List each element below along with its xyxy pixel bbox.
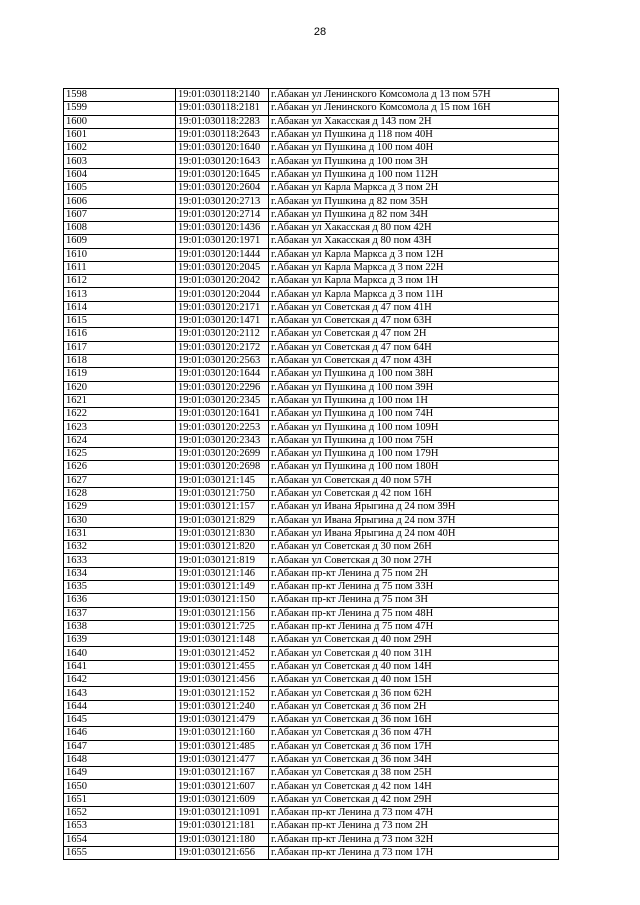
table-row xyxy=(64,421,559,434)
address-cell: г.Абакан ул Советская д 42 пом 16Н xyxy=(269,487,559,500)
row-number-cell: 1610 xyxy=(64,248,176,261)
row-number-cell: 1599 xyxy=(64,102,176,115)
address-cell: г.Абакан ул Пушкина д 100 пом 40Н xyxy=(269,142,559,155)
page-number: 28 xyxy=(313,26,327,38)
address-cell: г.Абакан ул Пушкина д 100 пом 74Н xyxy=(269,408,559,421)
address-cell: г.Абакан ул Карла Маркса д 3 пом 11Н xyxy=(269,288,559,301)
table-row xyxy=(64,328,559,341)
table-row xyxy=(64,567,559,580)
table-row xyxy=(64,514,559,527)
table-row xyxy=(64,727,559,740)
row-number-cell: 1625 xyxy=(64,448,176,461)
row-number-cell: 1651 xyxy=(64,793,176,806)
table-row xyxy=(64,102,559,115)
row-number-cell: 1604 xyxy=(64,168,176,181)
row-number-cell: 1636 xyxy=(64,594,176,607)
table-row xyxy=(64,820,559,833)
cadastral-number-cell: 19:01:030121:181 xyxy=(176,820,269,833)
row-number-cell: 1603 xyxy=(64,155,176,168)
address-cell: г.Абакан ул Советская д 40 пом 31Н xyxy=(269,647,559,660)
cadastral-number-cell: 19:01:030121:452 xyxy=(176,647,269,660)
cadastral-number-cell: 19:01:030120:2563 xyxy=(176,354,269,367)
row-number-cell: 1646 xyxy=(64,727,176,740)
row-number-cell: 1633 xyxy=(64,554,176,567)
cadastral-number-cell: 19:01:030120:1643 xyxy=(176,155,269,168)
row-number-cell: 1612 xyxy=(64,275,176,288)
row-number-cell: 1640 xyxy=(64,647,176,660)
table-row xyxy=(64,501,559,514)
address-cell: г.Абакан ул Советская д 47 пом 41Н xyxy=(269,301,559,314)
address-cell: г.Абакан пр-кт Ленина д 73 пом 32Н xyxy=(269,833,559,846)
address-cell: г.Абакан ул Пушкина д 82 пом 35Н xyxy=(269,195,559,208)
cadastral-number-cell: 19:01:030120:2343 xyxy=(176,434,269,447)
cadastral-number-cell: 19:01:030120:2345 xyxy=(176,394,269,407)
table-row xyxy=(64,448,559,461)
cadastral-number-cell: 19:01:030121:149 xyxy=(176,580,269,593)
row-number-cell: 1647 xyxy=(64,740,176,753)
address-cell: г.Абакан ул Советская д 36 пом 2Н xyxy=(269,700,559,713)
cadastral-number-cell: 19:01:030121:150 xyxy=(176,594,269,607)
address-cell: г.Абакан ул Ивана Ярыгина д 24 пом 39Н xyxy=(269,501,559,514)
address-cell: г.Абакан ул Советская д 40 пом 15Н xyxy=(269,674,559,687)
cadastral-number-cell: 19:01:030121:477 xyxy=(176,753,269,766)
address-cell: г.Абакан ул Ленинского Комсомола д 13 пом 57Н xyxy=(269,89,559,102)
row-number-cell: 1617 xyxy=(64,341,176,354)
table-row xyxy=(64,128,559,141)
cadastral-number-cell: 19:01:030121:455 xyxy=(176,660,269,673)
row-number-cell: 1615 xyxy=(64,315,176,328)
address-cell: г.Абакан ул Советская д 30 пом 26Н xyxy=(269,541,559,554)
address-cell: г.Абакан ул Советская д 36 пом 62Н xyxy=(269,687,559,700)
row-number-cell: 1598 xyxy=(64,89,176,102)
row-number-cell: 1624 xyxy=(64,434,176,447)
table-row xyxy=(64,275,559,288)
table-row xyxy=(64,767,559,780)
row-number-cell: 1607 xyxy=(64,208,176,221)
address-cell: г.Абакан ул Советская д 42 пом 29Н xyxy=(269,793,559,806)
cadastral-number-cell: 19:01:030120:2172 xyxy=(176,341,269,354)
row-number-cell: 1627 xyxy=(64,474,176,487)
row-number-cell: 1649 xyxy=(64,767,176,780)
table-row xyxy=(64,527,559,540)
cadastral-number-cell: 19:01:030121:160 xyxy=(176,727,269,740)
row-number-cell: 1619 xyxy=(64,368,176,381)
address-cell: г.Абакан ул Хакасская д 80 пом 43Н xyxy=(269,235,559,248)
address-cell: г.Абакан ул Пушкина д 100 пом 109Н xyxy=(269,421,559,434)
cadastral-number-cell: 19:01:030120:2042 xyxy=(176,275,269,288)
row-number-cell: 1611 xyxy=(64,261,176,274)
address-cell: г.Абакан ул Пушкина д 100 пом 180Н xyxy=(269,461,559,474)
table-row xyxy=(64,381,559,394)
row-number-cell: 1655 xyxy=(64,846,176,859)
table-row xyxy=(64,354,559,367)
address-cell: г.Абакан ул Ивана Ярыгина д 24 пом 37Н xyxy=(269,514,559,527)
table-row xyxy=(64,368,559,381)
cadastral-number-cell: 19:01:030121:167 xyxy=(176,767,269,780)
table-row xyxy=(64,461,559,474)
table-row xyxy=(64,780,559,793)
row-number-cell: 1628 xyxy=(64,487,176,500)
address-cell: г.Абакан ул Хакасская д 143 пом 2Н xyxy=(269,115,559,128)
row-number-cell: 1653 xyxy=(64,820,176,833)
address-cell: г.Абакан ул Советская д 36 пом 47Н xyxy=(269,727,559,740)
table-row xyxy=(64,168,559,181)
address-cell: г.Абакан пр-кт Ленина д 75 пом 33Н xyxy=(269,580,559,593)
table-row xyxy=(64,607,559,620)
address-cell: г.Абакан ул Советская д 40 пом 29Н xyxy=(269,634,559,647)
row-number-cell: 1620 xyxy=(64,381,176,394)
cadastral-number-cell: 19:01:030120:2044 xyxy=(176,288,269,301)
address-cell: г.Абакан ул Советская д 40 пом 14Н xyxy=(269,660,559,673)
table-row xyxy=(64,142,559,155)
address-cell: г.Абакан ул Советская д 47 пом 63Н xyxy=(269,315,559,328)
address-cell: г.Абакан ул Карла Маркса д 3 пом 12Н xyxy=(269,248,559,261)
table-row xyxy=(64,474,559,487)
table-row xyxy=(64,221,559,234)
table-row xyxy=(64,554,559,567)
address-cell: г.Абакан ул Советская д 47 пом 2Н xyxy=(269,328,559,341)
table-row xyxy=(64,195,559,208)
cadastral-number-cell: 19:01:030118:2181 xyxy=(176,102,269,115)
row-number-cell: 1605 xyxy=(64,182,176,195)
row-number-cell: 1601 xyxy=(64,128,176,141)
address-cell: г.Абакан ул Пушкина д 100 пом 179Н xyxy=(269,448,559,461)
table-row xyxy=(64,408,559,421)
row-number-cell: 1608 xyxy=(64,221,176,234)
table-row xyxy=(64,713,559,726)
cadastral-number-cell: 19:01:030121:829 xyxy=(176,514,269,527)
table-row xyxy=(64,620,559,633)
table-row xyxy=(64,541,559,554)
table-row xyxy=(64,315,559,328)
address-cell: г.Абакан ул Пушкина д 100 пом 39Н xyxy=(269,381,559,394)
address-cell: г.Абакан пр-кт Ленина д 75 пом 2Н xyxy=(269,567,559,580)
address-cell: г.Абакан ул Пушкина д 100 пом 75Н xyxy=(269,434,559,447)
row-number-cell: 1606 xyxy=(64,195,176,208)
table-row xyxy=(64,793,559,806)
address-cell: г.Абакан пр-кт Ленина д 75 пом 48Н xyxy=(269,607,559,620)
cadastral-number-cell: 19:01:030120:2296 xyxy=(176,381,269,394)
row-number-cell: 1641 xyxy=(64,660,176,673)
address-cell: г.Абакан пр-кт Ленина д 73 пом 47Н xyxy=(269,807,559,820)
cadastral-number-cell: 19:01:030121:819 xyxy=(176,554,269,567)
row-number-cell: 1644 xyxy=(64,700,176,713)
address-cell: г.Абакан ул Карла Маркса д 3 пом 1Н xyxy=(269,275,559,288)
cadastral-number-cell: 19:01:030120:2699 xyxy=(176,448,269,461)
row-number-cell: 1629 xyxy=(64,501,176,514)
row-number-cell: 1602 xyxy=(64,142,176,155)
address-cell: г.Абакан ул Ленинского Комсомола д 15 пом 16Н xyxy=(269,102,559,115)
address-cell: г.Абакан пр-кт Ленина д 73 пом 17Н xyxy=(269,846,559,859)
table-row xyxy=(64,660,559,673)
cadastral-number-cell: 19:01:030120:2045 xyxy=(176,261,269,274)
table-row xyxy=(64,301,559,314)
cadastral-number-cell: 19:01:030120:1640 xyxy=(176,142,269,155)
row-number-cell: 1609 xyxy=(64,235,176,248)
cadastral-number-cell: 19:01:030120:1641 xyxy=(176,408,269,421)
cadastral-number-cell: 19:01:030121:656 xyxy=(176,846,269,859)
cadastral-number-cell: 19:01:030121:607 xyxy=(176,780,269,793)
row-number-cell: 1634 xyxy=(64,567,176,580)
address-cell: г.Абакан ул Советская д 36 пом 16Н xyxy=(269,713,559,726)
row-number-cell: 1654 xyxy=(64,833,176,846)
address-cell: г.Абакан ул Пушкина д 100 пом 112Н xyxy=(269,168,559,181)
address-cell: г.Абакан ул Пушкина д 100 пом 3Н xyxy=(269,155,559,168)
row-number-cell: 1645 xyxy=(64,713,176,726)
row-number-cell: 1622 xyxy=(64,408,176,421)
table-row xyxy=(64,394,559,407)
cadastral-number-cell: 19:01:030120:2253 xyxy=(176,421,269,434)
cadastral-number-cell: 19:01:030121:725 xyxy=(176,620,269,633)
cadastral-number-cell: 19:01:030121:750 xyxy=(176,487,269,500)
table-row xyxy=(64,115,559,128)
row-number-cell: 1650 xyxy=(64,780,176,793)
table-row xyxy=(64,89,559,102)
cadastral-number-cell: 19:01:030120:2171 xyxy=(176,301,269,314)
cadastral-number-cell: 19:01:030121:146 xyxy=(176,567,269,580)
row-number-cell: 1618 xyxy=(64,354,176,367)
registry-table xyxy=(63,88,559,860)
address-cell: г.Абакан ул Карла Маркса д 3 пом 22Н xyxy=(269,261,559,274)
cadastral-number-cell: 19:01:030120:1471 xyxy=(176,315,269,328)
cadastral-number-cell: 19:01:030121:152 xyxy=(176,687,269,700)
table-row xyxy=(64,487,559,500)
row-number-cell: 1635 xyxy=(64,580,176,593)
address-cell: г.Абакан ул Советская д 36 пом 17Н xyxy=(269,740,559,753)
row-number-cell: 1631 xyxy=(64,527,176,540)
cadastral-number-cell: 19:01:030118:2643 xyxy=(176,128,269,141)
table-row xyxy=(64,341,559,354)
row-number-cell: 1637 xyxy=(64,607,176,620)
address-cell: г.Абакан ул Советская д 30 пом 27Н xyxy=(269,554,559,567)
address-cell: г.Абакан ул Советская д 47 пом 64Н xyxy=(269,341,559,354)
cadastral-number-cell: 19:01:030121:145 xyxy=(176,474,269,487)
cadastral-number-cell: 19:01:030121:456 xyxy=(176,674,269,687)
table-row xyxy=(64,700,559,713)
table-row xyxy=(64,182,559,195)
cadastral-number-cell: 19:01:030121:157 xyxy=(176,501,269,514)
row-number-cell: 1626 xyxy=(64,461,176,474)
registry-table-body xyxy=(64,89,559,860)
cadastral-number-cell: 19:01:030121:485 xyxy=(176,740,269,753)
address-cell: г.Абакан ул Советская д 40 пом 57Н xyxy=(269,474,559,487)
cadastral-number-cell: 19:01:030121:148 xyxy=(176,634,269,647)
row-number-cell: 1643 xyxy=(64,687,176,700)
table-row xyxy=(64,753,559,766)
table-row xyxy=(64,434,559,447)
row-number-cell: 1600 xyxy=(64,115,176,128)
cadastral-number-cell: 19:01:030120:2112 xyxy=(176,328,269,341)
row-number-cell: 1639 xyxy=(64,634,176,647)
row-number-cell: 1642 xyxy=(64,674,176,687)
table-row xyxy=(64,647,559,660)
row-number-cell: 1613 xyxy=(64,288,176,301)
cadastral-number-cell: 19:01:030121:609 xyxy=(176,793,269,806)
cadastral-number-cell: 19:01:030120:1971 xyxy=(176,235,269,248)
cadastral-number-cell: 19:01:030118:2140 xyxy=(176,89,269,102)
address-cell: г.Абакан ул Хакасская д 80 пом 42Н xyxy=(269,221,559,234)
row-number-cell: 1638 xyxy=(64,620,176,633)
address-cell: г.Абакан ул Советская д 47 пом 43Н xyxy=(269,354,559,367)
row-number-cell: 1652 xyxy=(64,807,176,820)
row-number-cell: 1630 xyxy=(64,514,176,527)
cadastral-number-cell: 19:01:030121:240 xyxy=(176,700,269,713)
cadastral-number-cell: 19:01:030120:2604 xyxy=(176,182,269,195)
address-cell: г.Абакан пр-кт Ленина д 75 пом 3Н xyxy=(269,594,559,607)
cadastral-number-cell: 19:01:030120:1645 xyxy=(176,168,269,181)
table-row xyxy=(64,155,559,168)
address-cell: г.Абакан ул Карла Маркса д 3 пом 2Н xyxy=(269,182,559,195)
row-number-cell: 1632 xyxy=(64,541,176,554)
cadastral-number-cell: 19:01:030120:1444 xyxy=(176,248,269,261)
cadastral-number-cell: 19:01:030121:1091 xyxy=(176,807,269,820)
row-number-cell: 1614 xyxy=(64,301,176,314)
table-row xyxy=(64,674,559,687)
table-row xyxy=(64,248,559,261)
address-cell: г.Абакан пр-кт Ленина д 75 пом 47Н xyxy=(269,620,559,633)
address-cell: г.Абакан ул Пушкина д 118 пом 40Н xyxy=(269,128,559,141)
address-cell: г.Абакан ул Советская д 42 пом 14Н xyxy=(269,780,559,793)
table-row xyxy=(64,288,559,301)
address-cell: г.Абакан ул Советская д 36 пом 34Н xyxy=(269,753,559,766)
table-row xyxy=(64,846,559,859)
cadastral-number-cell: 19:01:030121:180 xyxy=(176,833,269,846)
table-row xyxy=(64,235,559,248)
row-number-cell: 1616 xyxy=(64,328,176,341)
cadastral-number-cell: 19:01:030120:2698 xyxy=(176,461,269,474)
table-row xyxy=(64,594,559,607)
cadastral-number-cell: 19:01:030118:2283 xyxy=(176,115,269,128)
cadastral-number-cell: 19:01:030120:2713 xyxy=(176,195,269,208)
table-row xyxy=(64,740,559,753)
table-row xyxy=(64,208,559,221)
cadastral-number-cell: 19:01:030121:156 xyxy=(176,607,269,620)
address-cell: г.Абакан ул Советская д 38 пом 25Н xyxy=(269,767,559,780)
table-row xyxy=(64,634,559,647)
table-row xyxy=(64,580,559,593)
row-number-cell: 1621 xyxy=(64,394,176,407)
row-number-cell: 1648 xyxy=(64,753,176,766)
cadastral-number-cell: 19:01:030120:1436 xyxy=(176,221,269,234)
address-cell: г.Абакан ул Пушкина д 100 пом 38Н xyxy=(269,368,559,381)
cadastral-number-cell: 19:01:030121:820 xyxy=(176,541,269,554)
cadastral-number-cell: 19:01:030120:1644 xyxy=(176,368,269,381)
table-row xyxy=(64,807,559,820)
address-cell: г.Абакан ул Пушкина д 100 пом 1Н xyxy=(269,394,559,407)
address-cell: г.Абакан пр-кт Ленина д 73 пом 2Н xyxy=(269,820,559,833)
table-row xyxy=(64,261,559,274)
table-row xyxy=(64,687,559,700)
table-row xyxy=(64,833,559,846)
address-cell: г.Абакан ул Ивана Ярыгина д 24 пом 40Н xyxy=(269,527,559,540)
cadastral-number-cell: 19:01:030120:2714 xyxy=(176,208,269,221)
cadastral-number-cell: 19:01:030121:479 xyxy=(176,713,269,726)
cadastral-number-cell: 19:01:030121:830 xyxy=(176,527,269,540)
address-cell: г.Абакан ул Пушкина д 82 пом 34Н xyxy=(269,208,559,221)
row-number-cell: 1623 xyxy=(64,421,176,434)
